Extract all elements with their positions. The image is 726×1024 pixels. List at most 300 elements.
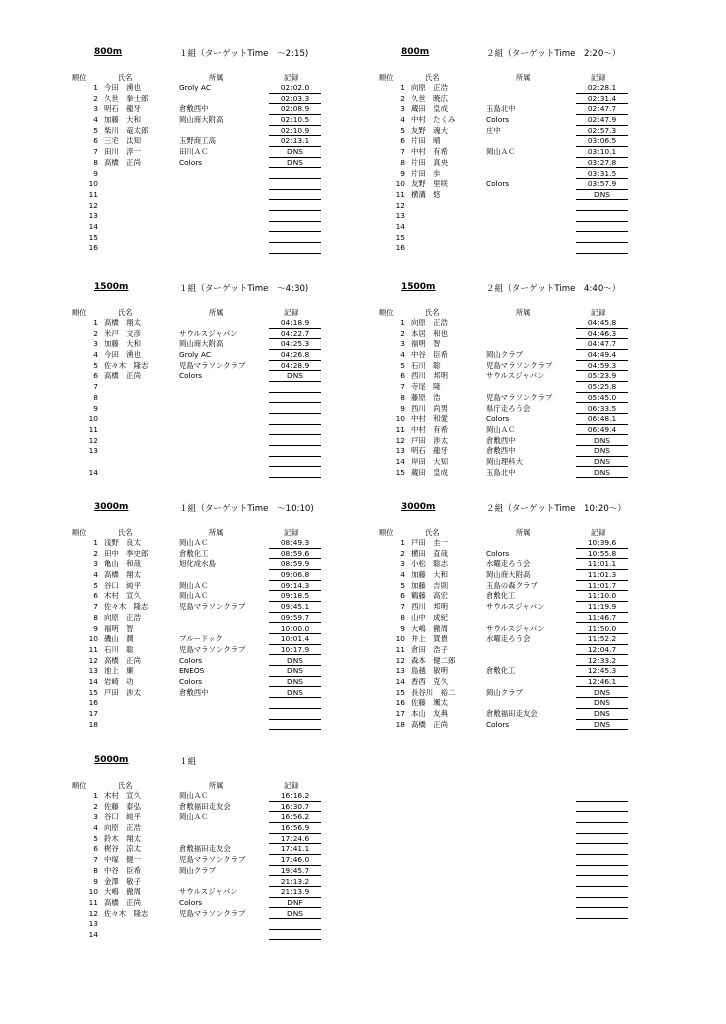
rank-cell: 12 (88, 435, 98, 445)
club-header: 所属 (209, 781, 224, 790)
name-cell: 鈴木 翔太 (104, 833, 141, 843)
rank-cell: 7 (93, 602, 98, 612)
table-row (76, 834, 366, 845)
name-cell: 中村 有希 (411, 147, 448, 157)
event-title: 800m (401, 47, 430, 57)
rank-cell: 10 (88, 414, 98, 424)
record-cell: 03:27.8 (576, 158, 628, 169)
table-row (383, 698, 673, 709)
table-row (76, 823, 366, 834)
record-cell: DNS (269, 666, 321, 677)
result-rows (76, 83, 366, 254)
rank-cell: 6 (400, 136, 405, 146)
table-row (383, 549, 673, 560)
table-row (383, 136, 673, 147)
record-cell: 08:49.3 (269, 538, 321, 549)
rank-cell: 10 (395, 179, 405, 189)
table-row (383, 457, 673, 468)
club-cell: 倉敷西中 (179, 687, 209, 697)
record-cell (269, 233, 321, 244)
table-row (383, 158, 673, 169)
name-cell: 高橋 翔太 (104, 570, 141, 580)
rank-cell: 12 (395, 655, 405, 665)
table-row (76, 468, 366, 479)
record-cell: 19:45.7 (269, 866, 321, 877)
event-title: 1500m (401, 282, 436, 292)
record-cell: 02:08.9 (269, 104, 321, 115)
rank-cell: 2 (400, 548, 405, 558)
table-row (383, 126, 673, 137)
group-label: １組（ターゲットTime ～4:30) (179, 284, 309, 294)
record-cell (269, 179, 321, 190)
table-row (76, 930, 366, 941)
club-cell: サウルスジャパン (179, 887, 238, 897)
result-rows (383, 318, 673, 478)
record-cell: DNS (576, 436, 628, 447)
event-title: 3000m (94, 502, 129, 512)
name-cell: 西川 尚男 (411, 403, 448, 413)
record-cell: 10:39.6 (576, 538, 628, 549)
club-cell: 田川ＡＣ (179, 147, 209, 157)
record-cell: 04:47.7 (576, 339, 628, 350)
blank-line (383, 909, 673, 920)
name-cell: 石川 聡 (104, 644, 134, 654)
rank-cell: 17 (395, 709, 405, 718)
table-row (76, 570, 366, 581)
record-cell: 10:17.9 (269, 645, 321, 656)
event-title: 3000m (401, 502, 436, 512)
blank-line (383, 802, 673, 813)
record-cell (269, 457, 321, 468)
rank-cell: 11 (88, 424, 98, 434)
rank-cell: 15 (88, 232, 98, 242)
rank-cell: 9 (400, 168, 405, 178)
table-row (383, 169, 673, 180)
rank-cell: 13 (88, 446, 98, 456)
rank-cell: 6 (93, 136, 98, 146)
record-cell (269, 243, 321, 254)
record-cell: 11:50.0 (576, 624, 628, 635)
table-row (76, 115, 366, 126)
record-cell: 08:59.6 (269, 549, 321, 560)
table-row (383, 382, 673, 393)
record-cell (576, 233, 628, 244)
table-row (76, 656, 366, 667)
club-cell: サウルスジャパン (486, 602, 545, 612)
record-cell: DNS (576, 688, 628, 699)
rank-cell: 6 (93, 371, 98, 381)
club-header: 所属 (209, 73, 224, 82)
name-cell: 明石 龍牙 (411, 446, 448, 456)
name-cell: 片田 晴 (411, 136, 441, 146)
rank-cell: 1 (93, 538, 98, 547)
rank-cell: 5 (93, 833, 98, 843)
rank-cell: 8 (400, 157, 405, 167)
club-cell: 岡山理科大 (486, 456, 523, 466)
record-cell: DNF (269, 898, 321, 909)
table-row (383, 436, 673, 447)
record-cell (269, 169, 321, 180)
group-label: １組（ターゲットTime ～10:10) (179, 504, 314, 514)
table-row (76, 233, 366, 244)
club-cell: 児島マラソンクラブ (179, 360, 246, 370)
result-rows (76, 538, 366, 730)
table-row (383, 147, 673, 158)
record-cell: 02:28.1 (576, 83, 628, 94)
table-row (383, 538, 673, 549)
table-row (383, 201, 673, 212)
rank-cell: 4 (93, 570, 98, 580)
name-cell: 谷口 純平 (104, 812, 141, 822)
name-cell: 横溝 悠 (411, 189, 441, 199)
club-cell: Colors (486, 414, 510, 424)
club-cell: ENEOS (179, 666, 205, 676)
table-row (383, 104, 673, 115)
club-cell: サウルスジャパン (486, 371, 545, 381)
name-cell: 片田 真央 (411, 157, 448, 167)
event-title: 5000m (94, 755, 129, 765)
rank-cell: 3 (400, 559, 405, 569)
name-cell: 友野 魂大 (411, 125, 448, 135)
club-cell: 倉敷西中 (179, 104, 209, 114)
name-header: 氏名 (118, 528, 133, 537)
group-label: ２組（ターゲットTime 10:20～） (486, 504, 626, 514)
record-cell: 09:18.5 (269, 591, 321, 602)
name-cell: 蔵田 皇成 (411, 467, 448, 477)
name-cell: 加藤 大和 (104, 115, 141, 125)
table-row (383, 468, 673, 479)
table-row (76, 104, 366, 115)
empty-record-cell (576, 812, 628, 823)
rank-cell: 14 (88, 467, 98, 477)
name-cell: 寺尾 隆 (411, 382, 441, 392)
table-row (76, 538, 366, 549)
rank-cell: 10 (88, 887, 98, 897)
name-cell: 三宅 汰知 (104, 136, 141, 146)
record-cell: 04:26.8 (269, 350, 321, 361)
rank-cell: 13 (395, 211, 405, 221)
record-cell (576, 243, 628, 254)
table-row (383, 404, 673, 415)
rank-cell: 14 (88, 221, 98, 231)
table-row (76, 791, 366, 802)
table-row (383, 677, 673, 688)
rank-header: 順位 (379, 308, 394, 317)
name-cell: 高橋 正尚 (104, 371, 141, 381)
name-header: 氏名 (118, 308, 133, 317)
empty-record-cell (576, 791, 628, 802)
rank-cell: 10 (88, 179, 98, 189)
rank-cell: 14 (395, 676, 405, 686)
name-cell: 高橋 正尚 (411, 719, 448, 729)
rank-cell: 12 (88, 200, 98, 210)
name-cell: 梶谷 涼太 (104, 844, 141, 854)
name-cell: 木村 宣久 (104, 791, 141, 800)
club-cell: 児島マラソンクラブ (179, 855, 246, 865)
club-cell: Colors (486, 115, 510, 125)
name-cell: 加藤 吉則 (411, 580, 448, 590)
record-cell: 17:41.1 (269, 844, 321, 855)
rank-cell: 6 (93, 591, 98, 601)
name-cell: 今田 湧也 (104, 350, 141, 360)
table-row (76, 425, 366, 436)
rank-cell: 2 (400, 328, 405, 338)
name-cell: 向原 正浩 (104, 823, 141, 833)
empty-record-cell (576, 802, 628, 813)
name-cell: 明石 龍牙 (104, 104, 141, 114)
record-cell: 02:57.3 (576, 126, 628, 137)
club-cell: 岡山ＡＣ (179, 812, 209, 822)
record-cell (269, 720, 321, 731)
empty-record-cell (576, 866, 628, 877)
rank-cell: 12 (395, 200, 405, 210)
rank-cell: 11 (395, 424, 405, 434)
rank-cell: 3 (400, 339, 405, 349)
rank-cell: 11 (395, 189, 405, 199)
record-cell: DNS (269, 677, 321, 688)
table-row (383, 581, 673, 592)
name-header: 氏名 (425, 73, 440, 82)
record-cell: 02:02.0 (269, 83, 321, 94)
table-row (383, 602, 673, 613)
record-cell: 12:46.1 (576, 677, 628, 688)
club-cell: 玉野商工高 (179, 136, 216, 146)
blank-record-lines (383, 791, 673, 919)
blank-line (383, 855, 673, 866)
table-row (383, 570, 673, 581)
table-row (383, 94, 673, 105)
rank-cell: 2 (93, 801, 98, 811)
rank-cell: 1 (93, 791, 98, 800)
record-cell: 04:22.7 (269, 329, 321, 340)
name-cell: 石川 聡 (411, 360, 441, 370)
table-row (76, 371, 366, 382)
record-cell: 04:49.4 (576, 350, 628, 361)
name-cell: 鶴藤 高宏 (411, 591, 448, 601)
name-cell: 金澤 敬子 (104, 876, 141, 886)
rank-cell: 7 (93, 855, 98, 865)
empty-record-cell (576, 887, 628, 898)
rank-cell: 8 (93, 865, 98, 875)
name-cell: 磯山 潤 (104, 634, 134, 644)
blank-line (383, 834, 673, 845)
record-cell: 02:10.9 (269, 126, 321, 137)
rank-cell: 14 (395, 456, 405, 466)
table-row (383, 425, 673, 436)
rank-cell: 18 (395, 719, 405, 729)
record-cell: 02:47.9 (576, 115, 628, 126)
club-cell: 児島マラソンクラブ (179, 908, 246, 918)
table-row (383, 115, 673, 126)
name-cell: 戸田 渉太 (104, 687, 141, 697)
record-header: 記録 (284, 528, 299, 537)
name-cell: 今田 湧也 (104, 83, 141, 92)
blank-line (383, 898, 673, 909)
name-cell: 米戸 文彦 (104, 328, 141, 338)
record-cell: 05:45.0 (576, 393, 628, 404)
name-cell: 戸田 渉太 (411, 435, 448, 445)
name-cell: 片田 歩 (411, 168, 441, 178)
table-row (383, 709, 673, 720)
rank-cell: 4 (400, 115, 405, 125)
club-header: 所属 (516, 308, 531, 317)
club-cell: Groly AC (179, 350, 211, 360)
rank-cell: 4 (93, 115, 98, 125)
club-cell: 岡山商大附高 (486, 570, 531, 580)
name-cell: 木村 宣久 (104, 591, 141, 601)
table-row (76, 720, 366, 731)
table-row (383, 329, 673, 340)
name-cell: 福明 智 (411, 339, 441, 349)
record-cell: 09:14.3 (269, 581, 321, 592)
club-cell: 倉敷福田走友会 (486, 709, 538, 718)
record-cell: 12:33.2 (576, 656, 628, 667)
table-row (76, 559, 366, 570)
rank-cell: 2 (400, 93, 405, 103)
rank-cell: 16 (395, 698, 405, 708)
name-cell: 佐々木 隆志 (104, 602, 149, 612)
rank-cell: 8 (400, 392, 405, 402)
name-cell: 本居 和也 (411, 328, 448, 338)
club-cell: Colors (179, 897, 203, 907)
event-title: 1500m (94, 282, 129, 292)
rank-cell: 15 (395, 687, 405, 697)
record-cell: 06:49.4 (576, 425, 628, 436)
club-cell: 倉敷福田走友会 (179, 801, 231, 811)
record-cell: DNS (269, 371, 321, 382)
table-row (383, 318, 673, 329)
record-cell: 17:46.0 (269, 855, 321, 866)
record-cell: 04:45.8 (576, 318, 628, 329)
record-cell (269, 919, 321, 930)
table-row (76, 158, 366, 169)
table-row (383, 559, 673, 570)
rank-cell: 3 (93, 104, 98, 114)
record-cell (269, 211, 321, 222)
rank-cell: 5 (400, 580, 405, 590)
table-row (76, 169, 366, 180)
rank-header: 順位 (72, 308, 87, 317)
record-cell: DNS (269, 147, 321, 158)
record-cell (269, 425, 321, 436)
record-cell (269, 404, 321, 415)
table-row (383, 656, 673, 667)
record-cell: DNS (576, 446, 628, 457)
rank-cell: 9 (400, 403, 405, 413)
club-cell: 倉敷西中 (486, 446, 516, 456)
rank-cell: 13 (88, 211, 98, 221)
club-cell: 倉敷西中 (486, 435, 516, 445)
table-row (76, 201, 366, 212)
name-cell: 長谷川 裕二 (411, 687, 456, 697)
rank-cell: 5 (400, 125, 405, 135)
column-headers (72, 308, 366, 318)
record-cell: 04:28.9 (269, 361, 321, 372)
record-cell: 11:01.3 (576, 570, 628, 581)
table-row (76, 457, 366, 468)
record-cell: 11:10.0 (576, 591, 628, 602)
blank-line (383, 791, 673, 802)
rank-cell: 11 (395, 644, 405, 654)
record-header: 記録 (284, 73, 299, 82)
rank-cell: 13 (395, 446, 405, 456)
name-cell: 西川 邦明 (411, 602, 448, 612)
table-row (76, 350, 366, 361)
name-cell: 香西 克久 (411, 676, 448, 686)
rank-cell: 15 (395, 232, 405, 242)
rank-cell: 2 (93, 93, 98, 103)
record-cell: 10:55.8 (576, 549, 628, 560)
rank-cell: 3 (93, 812, 98, 822)
rank-cell: 3 (93, 559, 98, 569)
table-row (76, 634, 366, 645)
name-cell: 西川 邦明 (411, 371, 448, 381)
blank-line (383, 866, 673, 877)
event-title: 800m (94, 47, 123, 57)
club-cell: 岡山ＡＣ (179, 538, 209, 547)
table-row (76, 919, 366, 930)
record-cell: 10:01.4 (269, 634, 321, 645)
club-cell: 岡山ＡＣ (179, 591, 209, 601)
rank-cell: 13 (88, 666, 98, 676)
rank-cell: 1 (400, 83, 405, 92)
rank-cell: 9 (400, 623, 405, 633)
rank-cell: 12 (88, 908, 98, 918)
rank-cell: 9 (93, 403, 98, 413)
club-cell: 児島マラソンクラブ (486, 360, 553, 370)
table-row (76, 812, 366, 823)
rank-cell: 16 (395, 243, 405, 253)
club-cell: 岡山商大附高 (179, 339, 224, 349)
table-row (76, 436, 366, 447)
rank-cell: 7 (93, 382, 98, 392)
table-row (76, 591, 366, 602)
name-cell: 小松 聡志 (411, 559, 448, 569)
name-header: 氏名 (118, 73, 133, 82)
table-row (76, 909, 366, 920)
table-row (76, 549, 366, 560)
name-cell: 佐藤 颯太 (411, 698, 448, 708)
empty-record-cell (576, 844, 628, 855)
column-headers (379, 308, 673, 318)
record-header: 記録 (591, 308, 606, 317)
club-cell: 水曜走ろう会 (486, 559, 531, 569)
club-cell: 岡山ＡＣ (179, 580, 209, 590)
rank-cell: 4 (93, 350, 98, 360)
name-cell: 加藤 大和 (104, 339, 141, 349)
name-cell: 谷口 純平 (104, 580, 141, 590)
blank-line (383, 844, 673, 855)
rank-cell: 7 (400, 382, 405, 392)
record-cell (269, 382, 321, 393)
table-row (76, 698, 366, 709)
record-cell: 16:30.7 (269, 802, 321, 813)
record-cell: DNS (576, 698, 628, 709)
record-cell: 11:52.2 (576, 634, 628, 645)
club-cell: 岡山商大附高 (179, 115, 224, 125)
club-cell: 倉敷化工 (179, 548, 209, 558)
record-cell: DNS (576, 709, 628, 720)
table-row (383, 233, 673, 244)
name-cell: 田川 淳一 (104, 147, 141, 157)
rank-cell: 8 (400, 612, 405, 622)
record-cell: 11:19.9 (576, 602, 628, 613)
table-row (383, 591, 673, 602)
name-cell: 本山 友典 (411, 709, 448, 718)
record-cell: DNS (576, 720, 628, 731)
name-cell: 中村 和愛 (411, 414, 448, 424)
table-row (383, 350, 673, 361)
